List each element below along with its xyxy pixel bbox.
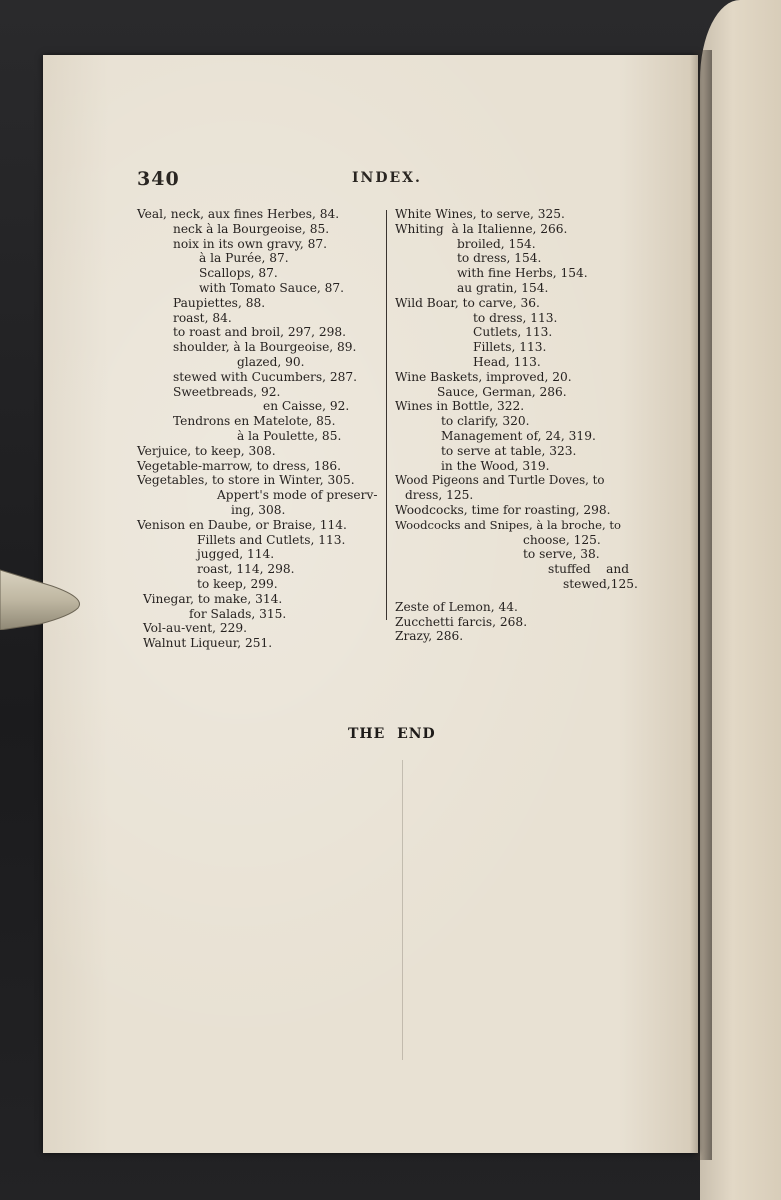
index-entry: with Tomato Sauce, 87. (199, 280, 345, 295)
index-entry: Fillets and Cutlets, 113. (197, 532, 346, 547)
index-entry: Zucchetti farcis, 268. (395, 614, 528, 629)
index-entry: Cutlets, 113. (473, 325, 553, 340)
page-fold-line (402, 760, 403, 1060)
index-entry: ing, 308. (231, 502, 286, 517)
gutter-shadow (690, 50, 712, 1160)
index-entry: Appert's mode of preserv- (217, 488, 378, 503)
index-entry: to dress, 154. (457, 251, 542, 266)
index-entry: Walnut Liqueur, 251. (143, 636, 273, 651)
index-entry: Vegetables, to store in Winter, 305. (137, 473, 355, 488)
index-entry: roast, 114, 298. (197, 562, 295, 577)
index-entry: Verjuice, to keep, 308. (137, 443, 276, 458)
column-divider (386, 210, 387, 620)
index-entry: Vegetable-marrow, to dress, 186. (137, 458, 341, 473)
index-column-right (395, 207, 640, 644)
index-entry: Wood Pigeons and Turtle Doves, to (395, 473, 605, 488)
index-entry: neck à la Bourgeoise, 85. (173, 221, 330, 236)
index-entry: Head, 113. (473, 354, 541, 369)
running-head: INDEX. (352, 170, 422, 186)
index-entry: to serve, 38. (523, 547, 600, 562)
index-entry: for Salads, 315. (189, 606, 287, 621)
index-entry: roast, 84. (173, 310, 232, 325)
index-entry: Zrazy, 286. (395, 629, 464, 644)
the-end-text: THE END (348, 726, 436, 742)
index-entry: glazed, 90. (237, 354, 305, 369)
index-entry: Woodcocks and Snipes, à la broche, to (395, 517, 622, 532)
index-entry: White Wines, to serve, 325. (395, 207, 565, 221)
index-entry: Wines in Bottle, 322. (395, 399, 525, 414)
index-entry: Tendrons en Matelote, 85. (173, 414, 336, 429)
index-entry: Venison en Daube, or Braise, 114. (137, 517, 347, 532)
index-entry: noix in its own gravy, 87. (173, 236, 328, 251)
index-entry: Paupiettes, 88. (173, 295, 266, 310)
index-entry: choose, 125. (523, 532, 601, 547)
index-entry: Fillets, 113. (473, 340, 547, 355)
index-entry: Management of, 24, 319. (441, 428, 596, 443)
index-entry: to keep, 299. (197, 576, 278, 591)
index-entry: dress, 125. (405, 488, 474, 503)
index-entry: Vol-au-vent, 229. (143, 621, 247, 636)
index-entry: to roast and broil, 297, 298. (173, 325, 347, 340)
index-entry: Sauce, German, 286. (437, 384, 567, 399)
index-entry: au gratin, 154. (457, 280, 549, 295)
index-entry: Wild Boar, to carve, 36. (395, 295, 540, 310)
index-entry: to dress, 113. (473, 310, 558, 325)
index-entry: Wine Baskets, improved, 20. (395, 369, 572, 384)
index-column-left (137, 207, 377, 651)
index-entry: shoulder, à la Bourgeoise, 89. (173, 340, 357, 355)
index-entry: Zeste of Lemon, 44. (395, 599, 518, 614)
bookmark-tab (0, 568, 86, 630)
index-entry: jugged, 114. (197, 547, 275, 562)
index-entry: with fine Herbs, 154. (457, 266, 588, 281)
index-entry: Woodcocks, time for roasting, 298. (395, 502, 611, 517)
index-entry: stewed,125. (563, 576, 638, 591)
index-spacer (395, 592, 640, 600)
index-entry: Sweetbreads, 92. (173, 384, 281, 399)
index-entry: en Caisse, 92. (263, 399, 350, 414)
index-entry: stewed with Cucumbers, 287. (173, 369, 358, 384)
index-entry: Vinegar, to make, 314. (143, 591, 283, 606)
index-entry: à la Poulette, 85. (237, 428, 342, 443)
index-entry: à la Purée, 87. (199, 251, 289, 266)
index-entry: Whiting à la Italienne, 266. (395, 221, 568, 236)
index-entry: to clarify, 320. (441, 414, 530, 429)
index-entry: to serve at table, 323. (441, 443, 577, 458)
index-entry: broiled, 154. (457, 236, 536, 251)
index-entry: Veal, neck, aux fines Herbes, 84. (137, 207, 340, 221)
index-entry: in the Wood, 319. (441, 458, 550, 473)
index-entry: stuffed and (548, 562, 630, 577)
index-entry: Scallops, 87. (199, 266, 278, 281)
page-number: 340 (137, 168, 180, 190)
facing-page-edge (700, 0, 781, 1200)
